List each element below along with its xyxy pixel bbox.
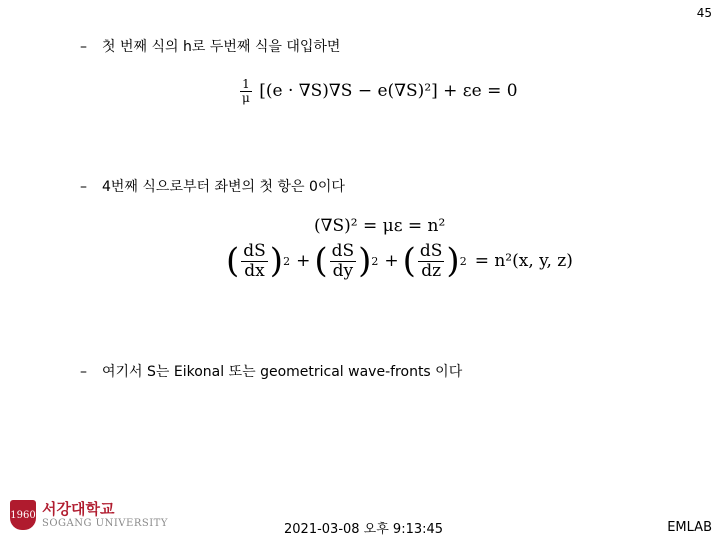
fraction-numerator: 1 — [242, 77, 250, 91]
university-name-korean: 서강대학교 — [42, 500, 115, 519]
left-paren: ( — [226, 241, 240, 282]
right-paren: ) — [446, 241, 460, 282]
bullet-first-term-zero — [80, 176, 345, 196]
footer-datetime: 2021-03-08 오후 9:13:45 — [284, 522, 444, 537]
university-name-english: SOGANG UNIVERSITY — [42, 517, 168, 529]
university-logo — [10, 500, 168, 530]
equation-2: (∇S)² = με = n² — [314, 216, 446, 236]
fraction-dS-dy — [330, 242, 357, 280]
exponent: 2 — [371, 254, 379, 268]
fraction-denominator: dy — [332, 260, 354, 281]
fraction-denominator: μ — [242, 91, 250, 106]
university-emblem-icon — [10, 500, 36, 530]
fraction-dS-dz — [418, 242, 445, 280]
fraction-numerator: dS — [243, 241, 266, 261]
bullet-eikonal — [80, 361, 462, 381]
bullet-substitution — [80, 36, 340, 56]
bullet-dash: – — [80, 179, 87, 195]
equation-3-rhs: = n²(x, y, z) — [474, 251, 573, 272]
bullet-text: 4번째 식으로부터 좌변의 첫 항은 0이다 — [102, 179, 345, 195]
emblem-text: 1960 — [10, 509, 36, 521]
right-paren: ) — [358, 241, 372, 282]
bullet-text: 여기서 S는 Eikonal 또는 geometrical wave-fronts 이다 — [102, 364, 463, 380]
university-name — [42, 501, 168, 529]
fraction-denominator: dx — [244, 260, 265, 281]
equation-3 — [226, 242, 573, 280]
right-paren: ) — [269, 241, 284, 282]
fraction-numerator: dS — [331, 241, 355, 261]
footer-lab-name: EMLAB — [667, 520, 712, 535]
plus-sign: + — [384, 251, 399, 272]
plus-sign: + — [296, 251, 311, 272]
equation-1 — [238, 78, 518, 105]
fraction-dS-dx — [241, 242, 268, 280]
fraction-denominator: dz — [421, 260, 442, 281]
bullet-text: 첫 번째 식의 h로 두번째 식을 대입하면 — [102, 39, 341, 55]
equation-1-fraction — [240, 78, 252, 105]
bullet-dash: – — [80, 39, 87, 55]
left-paren: ( — [402, 241, 416, 282]
bullet-dash: – — [80, 364, 87, 380]
exponent: 2 — [459, 254, 467, 268]
left-paren: ( — [314, 241, 328, 282]
exponent: 2 — [283, 254, 291, 268]
page-number: 45 — [696, 6, 712, 20]
fraction-numerator: dS — [419, 241, 443, 261]
equation-1-body: [(e · ∇S)∇S − e(∇S)²] + εe = 0 — [259, 81, 518, 102]
